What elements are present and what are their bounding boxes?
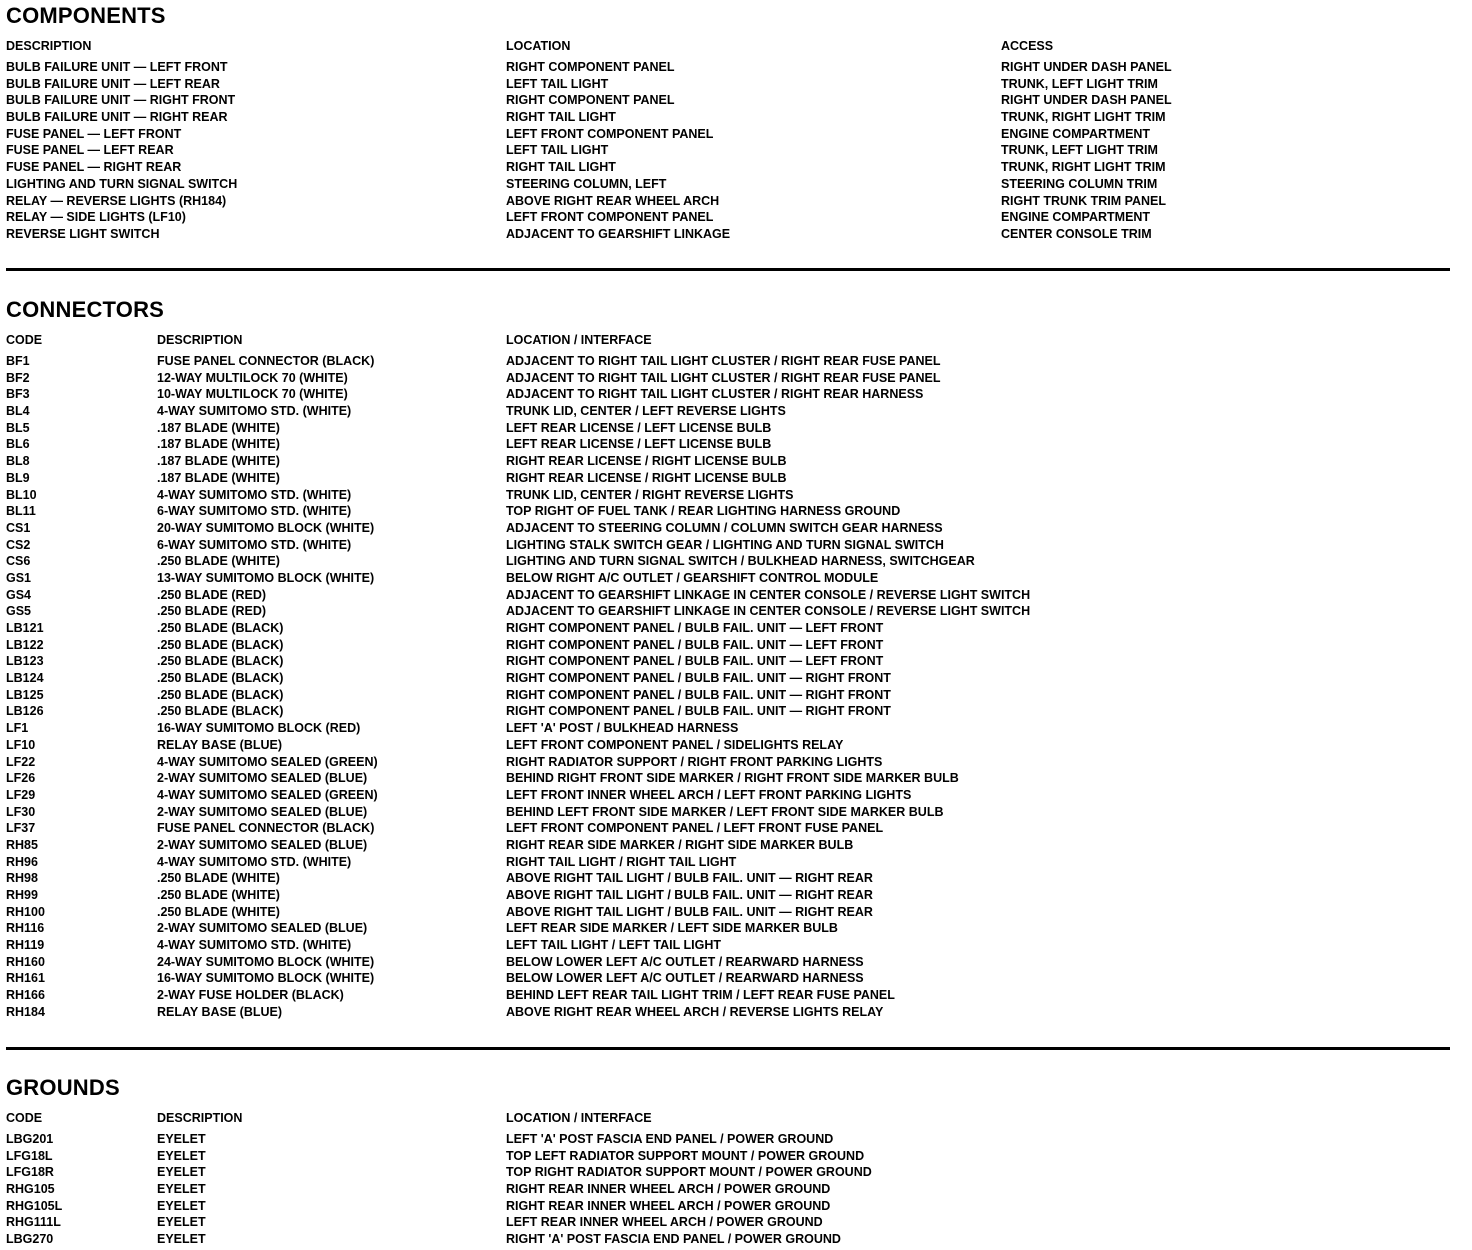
ground-location: RIGHT REAR INNER WHEEL ARCH / POWER GROUND (506, 1182, 831, 1197)
connector-description: 16-WAY SUMITOMO BLOCK (RED) (157, 721, 361, 736)
table-row (0, 570, 1472, 587)
connector-code: GS4 (6, 587, 32, 602)
connector-description: .250 BLADE (RED) (157, 587, 267, 602)
ground-code: LFG18L (6, 1148, 53, 1163)
connector-description: .250 BLADE (BLACK) (157, 671, 284, 686)
table-row (0, 970, 1472, 987)
connector-location: BEHIND LEFT FRONT SIDE MARKER / LEFT FRONT SIDE MARKER BULB (506, 804, 944, 819)
connector-location: LEFT FRONT COMPONENT PANEL / SIDELIGHTS RELAY (506, 737, 844, 752)
connector-description: 6-WAY SUMITOMO STD. (WHITE) (157, 504, 352, 519)
table-row (0, 1198, 1472, 1215)
table-row (0, 59, 1472, 76)
connector-code: CS6 (6, 554, 31, 569)
connector-code: RH98 (6, 871, 38, 886)
component-description: BULB FAILURE UNIT — LEFT FRONT (6, 60, 228, 74)
connector-code: LB125 (6, 687, 44, 702)
connector-location: ABOVE RIGHT TAIL LIGHT / BULB FAIL. UNIT — RIGHT REAR (506, 871, 873, 886)
table-row (0, 370, 1472, 387)
connectors-header-code: CODE (6, 333, 43, 347)
connectors-title: CONNECTORS (6, 297, 165, 322)
component-access: TRUNK, LEFT LIGHT TRIM (1001, 143, 1158, 158)
connector-description: 2-WAY SUMITOMO SEALED (BLUE) (157, 921, 368, 936)
component-location: RIGHT TAIL LIGHT (506, 160, 616, 175)
connector-code: LF29 (6, 787, 36, 802)
connector-code: LF37 (6, 821, 36, 836)
table-row (0, 537, 1472, 554)
connector-location: BEHIND LEFT REAR TAIL LIGHT TRIM / LEFT REAR FUSE PANEL (506, 988, 895, 1003)
ground-description: EYELET (157, 1182, 206, 1197)
table-row (0, 92, 1472, 109)
connector-description: 4-WAY SUMITOMO STD. (WHITE) (157, 487, 352, 502)
connector-description: 20-WAY SUMITOMO BLOCK (WHITE) (157, 520, 375, 535)
component-description: FUSE PANEL — RIGHT REAR (6, 160, 182, 175)
table-row (0, 159, 1472, 176)
component-description: BULB FAILURE UNIT — RIGHT REAR (6, 110, 228, 125)
component-location: LEFT TAIL LIGHT (506, 76, 609, 91)
connector-location: BELOW LOWER LEFT A/C OUTLET / REARWARD HARNESS (506, 971, 864, 986)
connector-code: BL9 (6, 470, 30, 485)
connector-location: LEFT 'A' POST / BULKHEAD HARNESS (506, 721, 739, 736)
ground-location: LEFT 'A' POST FASCIA END PANEL / POWER GROUND (506, 1132, 834, 1146)
table-row (0, 653, 1472, 670)
ground-location: TOP LEFT RADIATOR SUPPORT MOUNT / POWER GROUND (506, 1148, 865, 1163)
connector-description: .250 BLADE (WHITE) (157, 554, 280, 569)
ground-code: LBG201 (6, 1132, 54, 1146)
component-description: BULB FAILURE UNIT — RIGHT FRONT (6, 93, 236, 108)
connector-location: ABOVE RIGHT REAR WHEEL ARCH / REVERSE LIGHTS RELAY (506, 1004, 884, 1019)
ground-description: EYELET (157, 1232, 206, 1247)
connector-code: RH99 (6, 888, 38, 902)
connector-location: RIGHT COMPONENT PANEL / BULB FAIL. UNIT — RIGHT FRONT (506, 704, 891, 719)
component-access: ENGINE COMPARTMENT (1001, 126, 1151, 141)
connector-code: GS5 (6, 604, 32, 619)
table-row (0, 109, 1472, 126)
component-location: LEFT FRONT COMPONENT PANEL (506, 210, 714, 225)
connector-code: LF10 (6, 737, 36, 752)
components-table (0, 59, 1472, 243)
connector-description: .250 BLADE (RED) (157, 604, 267, 619)
connector-code: LB121 (6, 621, 44, 635)
connector-location: BELOW RIGHT A/C OUTLET / GEARSHIFT CONTROL MODULE (506, 570, 879, 585)
connector-location: ADJACENT TO STEERING COLUMN / COLUMN SWITCH GEAR HARNESS (506, 520, 943, 535)
component-location: RIGHT COMPONENT PANEL (506, 93, 675, 108)
connector-description: 4-WAY SUMITOMO STD. (WHITE) (157, 938, 352, 953)
connector-description: 16-WAY SUMITOMO BLOCK (WHITE) (157, 971, 375, 986)
connector-code: BL5 (6, 420, 30, 435)
connector-location: LEFT REAR SIDE MARKER / LEFT SIDE MARKER BULB (506, 921, 838, 936)
connector-code: RH85 (6, 837, 38, 852)
table-row (0, 1131, 1472, 1148)
connector-location: BELOW LOWER LEFT A/C OUTLET / REARWARD HARNESS (506, 954, 864, 969)
table-row (0, 987, 1472, 1004)
connector-description: .187 BLADE (WHITE) (157, 470, 280, 485)
ground-location: RIGHT REAR INNER WHEEL ARCH / POWER GROUND (506, 1198, 831, 1213)
table-row (0, 193, 1472, 210)
connector-location: LEFT TAIL LIGHT / LEFT TAIL LIGHT (506, 938, 722, 953)
connector-code: LF26 (6, 771, 36, 786)
ground-description: EYELET (157, 1165, 206, 1180)
connector-description: .250 BLADE (BLACK) (157, 654, 284, 669)
ground-code: RHG111L (6, 1215, 61, 1230)
table-row (0, 1231, 1472, 1248)
table-row (0, 403, 1472, 420)
component-location: LEFT TAIL LIGHT (506, 143, 609, 158)
connector-code: LF22 (6, 754, 36, 769)
connector-description: .187 BLADE (WHITE) (157, 437, 280, 452)
table-row (0, 520, 1472, 537)
connector-code: BL10 (6, 487, 37, 502)
connector-code: RH184 (6, 1004, 45, 1019)
table-row (0, 553, 1472, 570)
table-row (0, 209, 1472, 226)
ground-code: LBG270 (6, 1232, 54, 1247)
ground-description: EYELET (157, 1148, 206, 1163)
component-description: RELAY — SIDE LIGHTS (LF10) (6, 210, 186, 225)
connector-description: 4-WAY SUMITOMO SEALED (GREEN) (157, 754, 378, 769)
table-row (0, 1148, 1472, 1165)
connector-location: LEFT FRONT COMPONENT PANEL / LEFT FRONT FUSE PANEL (506, 821, 884, 836)
connector-description: 12-WAY MULTILOCK 70 (WHITE) (157, 370, 348, 385)
connector-description: .187 BLADE (WHITE) (157, 454, 280, 469)
connector-description: .250 BLADE (BLACK) (157, 637, 284, 652)
connector-code: BF3 (6, 387, 30, 402)
table-row (0, 904, 1472, 921)
components-header-description: DESCRIPTION (6, 39, 92, 53)
table-row (0, 937, 1472, 954)
table-row (0, 837, 1472, 854)
table-row (0, 887, 1472, 904)
table-row (0, 503, 1472, 520)
table-row (0, 687, 1472, 704)
component-description: FUSE PANEL — LEFT FRONT (6, 126, 182, 141)
connector-code: BL8 (6, 454, 30, 469)
ground-description: EYELET (157, 1132, 206, 1146)
connector-description: 2-WAY SUMITOMO SEALED (BLUE) (157, 837, 368, 852)
connector-location: RIGHT REAR SIDE MARKER / RIGHT SIDE MARKER BULB (506, 837, 854, 852)
connector-location: LIGHTING AND TURN SIGNAL SWITCH / BULKHEAD HARNESS, SWITCHGEAR (506, 554, 975, 569)
connector-location: ADJACENT TO RIGHT TAIL LIGHT CLUSTER / RIGHT REAR FUSE PANEL (506, 354, 941, 368)
component-access: TRUNK, RIGHT LIGHT TRIM (1001, 110, 1166, 125)
table-row (0, 954, 1472, 971)
table-row (0, 142, 1472, 159)
connector-description: .250 BLADE (BLACK) (157, 621, 284, 635)
grounds-header-description: DESCRIPTION (157, 1111, 243, 1125)
connector-location: TRUNK LID, CENTER / RIGHT REVERSE LIGHTS (506, 487, 794, 502)
connector-description: 2-WAY SUMITOMO SEALED (BLUE) (157, 804, 368, 819)
connector-description: 4-WAY SUMITOMO STD. (WHITE) (157, 854, 352, 869)
components-header-access: ACCESS (1001, 39, 1054, 53)
table-row (0, 787, 1472, 804)
connector-code: BF2 (6, 370, 30, 385)
ground-description: EYELET (157, 1215, 206, 1230)
ground-code: LFG18R (6, 1165, 54, 1180)
table-row (0, 453, 1472, 470)
connector-location: RIGHT COMPONENT PANEL / BULB FAIL. UNIT — LEFT FRONT (506, 621, 884, 635)
connector-location: RIGHT REAR LICENSE / RIGHT LICENSE BULB (506, 454, 787, 469)
ground-code: RHG105L (6, 1198, 63, 1213)
connector-description: .187 BLADE (WHITE) (157, 420, 280, 435)
section-divider (6, 1047, 1450, 1050)
connector-description: .250 BLADE (WHITE) (157, 871, 280, 886)
connector-code: RH96 (6, 854, 38, 869)
connectors-header-description: DESCRIPTION (157, 333, 243, 347)
table-row (0, 76, 1472, 93)
component-location: ADJACENT TO GEARSHIFT LINKAGE (506, 226, 731, 241)
component-location: LEFT FRONT COMPONENT PANEL (506, 126, 714, 141)
connector-description: 13-WAY SUMITOMO BLOCK (WHITE) (157, 570, 375, 585)
connector-location: RIGHT COMPONENT PANEL / BULB FAIL. UNIT — LEFT FRONT (506, 637, 884, 652)
table-row (0, 620, 1472, 637)
table-row (0, 1004, 1472, 1021)
connector-description: 24-WAY SUMITOMO BLOCK (WHITE) (157, 954, 375, 969)
connector-location: RIGHT RADIATOR SUPPORT / RIGHT FRONT PARKING LIGHTS (506, 754, 883, 769)
component-access: RIGHT UNDER DASH PANEL (1001, 60, 1172, 74)
ground-location: LEFT REAR INNER WHEEL ARCH / POWER GROUND (506, 1215, 823, 1230)
table-row (0, 1214, 1472, 1231)
connector-description: 4-WAY SUMITOMO STD. (WHITE) (157, 404, 352, 419)
components-header-location: LOCATION (506, 39, 571, 53)
table-row (0, 1181, 1472, 1198)
connector-description: .250 BLADE (WHITE) (157, 888, 280, 902)
connector-code: BF1 (6, 354, 30, 368)
connector-description: 2-WAY SUMITOMO SEALED (BLUE) (157, 771, 368, 786)
component-location: RIGHT TAIL LIGHT (506, 110, 616, 125)
table-row (0, 637, 1472, 654)
component-access: STEERING COLUMN TRIM (1001, 176, 1158, 191)
table-row (0, 770, 1472, 787)
connector-code: CS2 (6, 537, 31, 552)
connector-location: LEFT REAR LICENSE / LEFT LICENSE BULB (506, 420, 772, 435)
connector-location: RIGHT COMPONENT PANEL / BULB FAIL. UNIT — LEFT FRONT (506, 654, 884, 669)
grounds-header-location: LOCATION / INTERFACE (506, 1111, 652, 1125)
connector-description: RELAY BASE (BLUE) (157, 1004, 283, 1019)
connector-location: TOP RIGHT OF FUEL TANK / REAR LIGHTING HARNESS GROUND (506, 504, 901, 519)
component-access: RIGHT UNDER DASH PANEL (1001, 93, 1172, 108)
ground-location: RIGHT 'A' POST FASCIA END PANEL / POWER GROUND (506, 1232, 841, 1247)
connector-code: LF1 (6, 721, 29, 736)
section-divider (6, 268, 1450, 271)
connector-description: FUSE PANEL CONNECTOR (BLACK) (157, 354, 375, 368)
connector-code: CS1 (6, 520, 31, 535)
table-row (0, 470, 1472, 487)
connector-code: RH116 (6, 921, 45, 936)
connector-code: RH166 (6, 988, 45, 1003)
component-location: ABOVE RIGHT REAR WHEEL ARCH (506, 193, 720, 208)
connector-description: FUSE PANEL CONNECTOR (BLACK) (157, 821, 375, 836)
component-access: TRUNK, RIGHT LIGHT TRIM (1001, 160, 1166, 175)
component-description: REVERSE LIGHT SWITCH (6, 226, 160, 241)
component-access: ENGINE COMPARTMENT (1001, 210, 1151, 225)
components-title: COMPONENTS (6, 3, 166, 28)
connector-location: RIGHT REAR LICENSE / RIGHT LICENSE BULB (506, 470, 787, 485)
component-description: RELAY — REVERSE LIGHTS (RH184) (6, 193, 227, 208)
connector-location: LIGHTING STALK SWITCH GEAR / LIGHTING AND TURN SIGNAL SWITCH (506, 537, 944, 552)
table-row (0, 587, 1472, 604)
connector-description: 4-WAY SUMITOMO SEALED (GREEN) (157, 787, 378, 802)
table-row (0, 353, 1472, 370)
table-row (0, 820, 1472, 837)
table-row (0, 487, 1472, 504)
table-row (0, 386, 1472, 403)
component-access: TRUNK, LEFT LIGHT TRIM (1001, 76, 1158, 91)
connector-location: LEFT REAR LICENSE / LEFT LICENSE BULB (506, 437, 772, 452)
component-description: FUSE PANEL — LEFT REAR (6, 143, 174, 158)
grounds-title: GROUNDS (6, 1075, 120, 1100)
connector-code: RH100 (6, 904, 45, 919)
connector-location: BEHIND RIGHT FRONT SIDE MARKER / RIGHT FRONT SIDE MARKER BULB (506, 771, 959, 786)
grounds-table (0, 1131, 1472, 1248)
connector-description: 10-WAY MULTILOCK 70 (WHITE) (157, 387, 348, 402)
connectors-table (0, 353, 1472, 1021)
connector-code: GS1 (6, 570, 32, 585)
table-row (0, 436, 1472, 453)
connector-code: BL4 (6, 404, 30, 419)
connector-code: RH160 (6, 954, 45, 969)
connector-description: .250 BLADE (WHITE) (157, 904, 280, 919)
connector-code: LF30 (6, 804, 36, 819)
connector-code: RH161 (6, 971, 45, 986)
connector-location: LEFT FRONT INNER WHEEL ARCH / LEFT FRONT PARKING LIGHTS (506, 787, 912, 802)
table-row (0, 176, 1472, 193)
connectors-header-location: LOCATION / INTERFACE (506, 333, 652, 347)
table-row (0, 226, 1472, 243)
table-row (0, 720, 1472, 737)
table-row (0, 670, 1472, 687)
connector-description: .250 BLADE (BLACK) (157, 704, 284, 719)
connector-description: .250 BLADE (BLACK) (157, 687, 284, 702)
component-location: STEERING COLUMN, LEFT (506, 176, 667, 191)
connector-location: TRUNK LID, CENTER / LEFT REVERSE LIGHTS (506, 404, 786, 419)
component-description: BULB FAILURE UNIT — LEFT REAR (6, 76, 220, 91)
component-description: LIGHTING AND TURN SIGNAL SWITCH (6, 176, 238, 191)
connector-location: ABOVE RIGHT TAIL LIGHT / BULB FAIL. UNIT — RIGHT REAR (506, 888, 873, 902)
connector-code: RH119 (6, 938, 45, 953)
component-location: RIGHT COMPONENT PANEL (506, 60, 675, 74)
connector-code: LB123 (6, 654, 44, 669)
connector-location: ABOVE RIGHT TAIL LIGHT / BULB FAIL. UNIT — RIGHT REAR (506, 904, 873, 919)
connector-location: ADJACENT TO RIGHT TAIL LIGHT CLUSTER / RIGHT REAR HARNESS (506, 387, 924, 402)
connector-code: BL11 (6, 504, 36, 519)
connector-location: ADJACENT TO GEARSHIFT LINKAGE IN CENTER CONSOLE / REVERSE LIGHT SWITCH (506, 604, 1031, 619)
connector-description: 6-WAY SUMITOMO STD. (WHITE) (157, 537, 352, 552)
connector-location: RIGHT TAIL LIGHT / RIGHT TAIL LIGHT (506, 854, 737, 869)
grounds-header-code: CODE (6, 1111, 43, 1125)
connector-description: RELAY BASE (BLUE) (157, 737, 283, 752)
table-row (0, 920, 1472, 937)
connector-code: LB122 (6, 637, 44, 652)
table-row (0, 603, 1472, 620)
table-row (0, 854, 1472, 871)
table-row (0, 737, 1472, 754)
table-row (0, 703, 1472, 720)
table-row (0, 754, 1472, 771)
connector-description: 2-WAY FUSE HOLDER (BLACK) (157, 988, 344, 1003)
ground-location: TOP RIGHT RADIATOR SUPPORT MOUNT / POWER GROUND (506, 1165, 872, 1180)
component-access: CENTER CONSOLE TRIM (1001, 226, 1152, 241)
connector-location: RIGHT COMPONENT PANEL / BULB FAIL. UNIT — RIGHT FRONT (506, 687, 891, 702)
connector-code: BL6 (6, 437, 30, 452)
table-row (0, 420, 1472, 437)
connector-code: LB126 (6, 704, 44, 719)
table-row (0, 1164, 1472, 1181)
ground-code: RHG105 (6, 1182, 55, 1197)
table-row (0, 126, 1472, 143)
connector-location: ADJACENT TO RIGHT TAIL LIGHT CLUSTER / RIGHT REAR FUSE PANEL (506, 370, 941, 385)
ground-description: EYELET (157, 1198, 206, 1213)
connector-location: ADJACENT TO GEARSHIFT LINKAGE IN CENTER CONSOLE / REVERSE LIGHT SWITCH (506, 587, 1031, 602)
table-row (0, 804, 1472, 821)
connector-code: LB124 (6, 671, 44, 686)
component-access: RIGHT TRUNK TRIM PANEL (1001, 193, 1167, 208)
connector-location: RIGHT COMPONENT PANEL / BULB FAIL. UNIT — RIGHT FRONT (506, 671, 891, 686)
table-row (0, 870, 1472, 887)
